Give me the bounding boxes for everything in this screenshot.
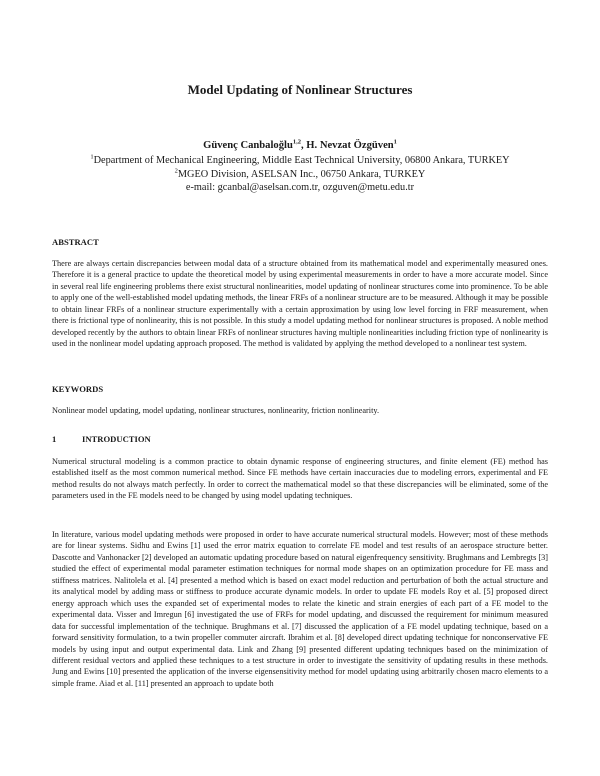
affiliation-2 [52, 169, 548, 180]
keywords-text: Nonlinear model updating, model updating, nonlinear structures, nonlinearity, friction nonlinearity. [52, 406, 380, 415]
affiliation-2-text: MGEO Division, ASELSAN Inc., 06750 Ankara, TURKEY [177, 169, 426, 180]
abstract-heading: ABSTRACT [52, 237, 99, 247]
intro-paragraph-2: In literature, various model updating methods were proposed in order to have accurate numerical structural models. However; most of these methods are for linear systems. Sidhu and Ewins [1] used the error matrix equation to correlate FE model and test results of an aerospace structure better. Dascotte and Vanhonacker [2] developed an automatic updating procedure based on natural eigenfrequency sensitivity. Brughmans and Lembregts [3] studied the effect of experimental modal parameter estimation techniques for normal mode shapes on an optimization procedure for FE mass and stiffness matrices. Nalitolela et al. [4] presented a method which is based on exact model reduction and perturbation of both the actual structure and its analytical model by adding mass or stiffness to produce accurate dynamic models. In order to update FE models Roy et al. [5] proposed direct energy approach which uses the expanded set of experimental modes to relate the kinetic and strain energies of each part of a FE model to the experimental data. Visser and Imregun [6] investigated the use of FRFs for model updating, and discussed the requirement for minimum measured data for successful implementation of the technique. Brughmans et al. [7] discussed the application of a FE model updating technique, based on a forward sensitivity formulation, to a twin propeller commuter aircraft. Ibrahim et al. [8] developed direct updating technique for nonconservative FE models by using input and output experimental data. Link and Zhang [9] presented different updating techniques based on the minimization of different residual vectors and applied these techniques to a test structure in order to investigate the sensitivity of updating results in these methods. Jung and Ewins [10] presented the application of the inverse eigensensitivity method for model updating using arbitrarily chosen macro elements to a simple frame. Aiad et al. [11] presented an approach to update both [52, 530, 548, 688]
intro-paragraph-1: Numerical structural modeling is a common practice to obtain dynamic response of engineering structures, and finite element (FE) method has established itself as the most common numerical method. Since FE methods have certain inaccuracies due to modeling errors, experimental and FE method results do not always match perfectly. In order to correct the mathematical model so that these discrepancies will be eliminated, some of the parameters used in the FE models need to be changed by using model updating techniques. [52, 457, 548, 501]
author-line [52, 140, 548, 151]
paper-title: Model Updating of Nonlinear Structures [187, 82, 413, 97]
author-1-affiliation-mark: 1,2 [292, 138, 301, 146]
affiliation-2-mark: 2 [174, 167, 178, 175]
section-title: INTRODUCTION [82, 434, 151, 444]
affiliation-1 [52, 155, 548, 166]
author-separator: , [300, 140, 307, 151]
keywords-heading: KEYWORDS [52, 384, 104, 394]
author-1: Güvenç Canbaloğlu [203, 140, 293, 151]
author-2-affiliation-mark: 1 [393, 138, 397, 146]
abstract-text: There are always certain discrepancies between modal data of a structure obtained from its mathematical model and experimentally measured ones. Therefore it is a general practice to update the theoretical model by using experimental measurements in order to have a more accurate model. Since in several real life engineering problems there exist structural nonlinearities, model updating of nonlinear structures come into prominence. To be able to apply one of the well-established model updating methods, the linear FRFs of a nonlinear structure are to be measured. Although it may be possible to obtain linear FRFs of a nonlinear structure experimentally with a certain approximation by using low level forcing in FRF measurement, when there is frictional type of nonlinearity, this is not possible. In this study a model updating method for nonlinear structures is proposed. A noble method developed recently by the authors to obtain linear FRFs of nonlinear structures having multiple nonlinearities including friction type of nonlinearity is used in the nonlinear model updating approach proposed. The method is validated by applying the method developed to a nonlinear test system. [52, 259, 548, 349]
affiliation-1-text: Department of Mechanical Engineering, Middle East Technical University, 06800 Ankara, TURKEY [93, 155, 510, 166]
section-heading-introduction [52, 434, 151, 444]
author-2: H. Nevzat Özgüven [306, 140, 394, 151]
author-email: e-mail: gcanbal@aselsan.com.tr, ozguven@metu.edu.tr [185, 182, 415, 193]
section-number: 1 [52, 434, 57, 444]
affiliation-1-mark: 1 [90, 153, 94, 161]
